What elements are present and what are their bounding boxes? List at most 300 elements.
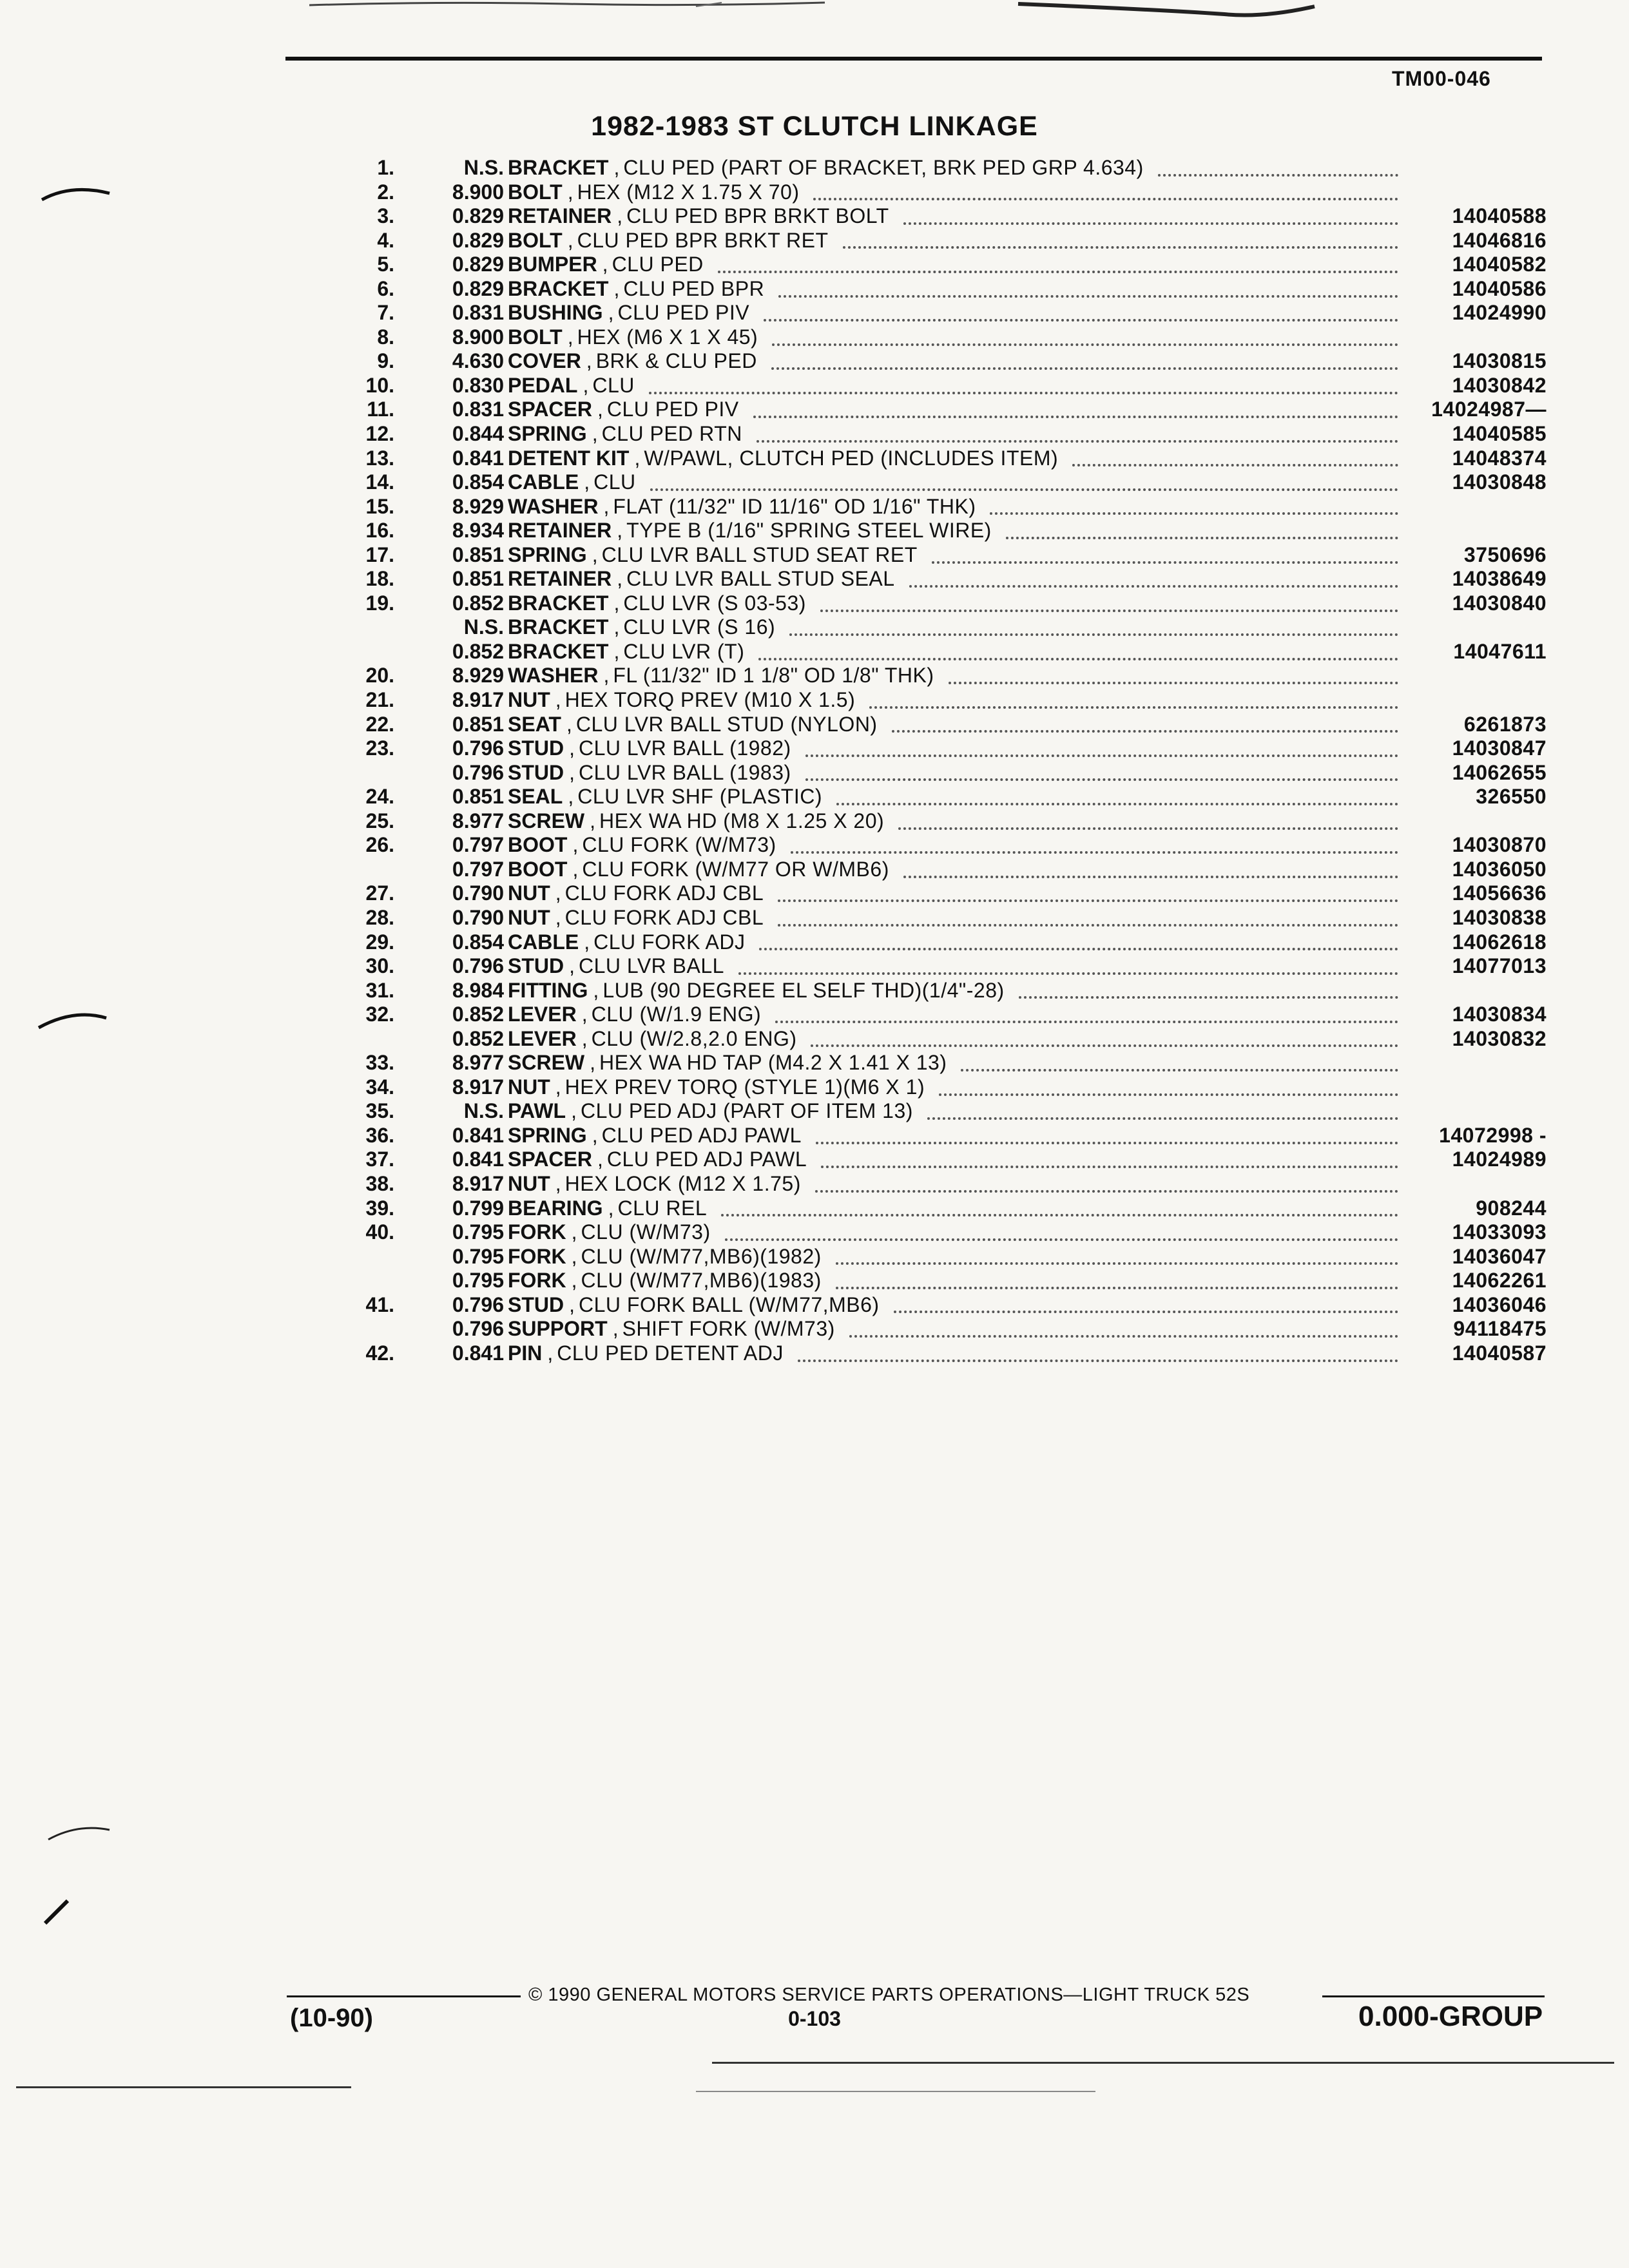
part-description <box>508 495 1398 519</box>
item-number: 12. <box>365 422 394 446</box>
part-detail: CLU FORK BALL (W/M77,MB6) <box>579 1293 880 1316</box>
item-number: 36. <box>365 1123 394 1147</box>
separator: , <box>613 615 620 639</box>
part-number: 14062655 <box>1452 760 1547 784</box>
part-row <box>322 204 1559 229</box>
item-number: 7. <box>377 301 394 325</box>
part-detail: CLU LVR (T) <box>623 639 745 663</box>
part-number: 14040582 <box>1452 253 1547 276</box>
part-row <box>322 1003 1559 1027</box>
separator: , <box>597 398 603 421</box>
dot-leader <box>894 1305 1398 1313</box>
dot-leader <box>805 773 1398 781</box>
dot-leader <box>1019 991 1398 999</box>
item-number: 30. <box>365 954 394 978</box>
separator: , <box>569 1293 575 1316</box>
group-number: 0.829 <box>452 276 504 300</box>
item-number: 4. <box>377 228 394 252</box>
separator: , <box>617 204 623 228</box>
part-detail: HEX LOCK (M12 X 1.75) <box>564 1171 801 1195</box>
separator: , <box>592 422 598 446</box>
item-number: 23. <box>365 736 394 760</box>
part-number: 14030832 <box>1452 1026 1547 1050</box>
margin-mark <box>39 180 116 213</box>
item-number: 32. <box>365 1003 394 1026</box>
group-number: 8.929 <box>452 664 504 687</box>
part-number: 94118475 <box>1453 1317 1547 1341</box>
item-number: 6. <box>377 276 394 300</box>
separator: , <box>567 180 574 204</box>
part-name: CABLE <box>508 470 579 494</box>
part-description <box>508 688 1398 713</box>
item-number: 1. <box>377 156 394 179</box>
dot-leader <box>725 1233 1398 1241</box>
part-name: SCREW <box>508 1051 585 1075</box>
item-number: 14. <box>365 470 394 494</box>
part-detail: CLU LVR (S 16) <box>623 615 776 639</box>
group-number: 0.829 <box>452 228 504 252</box>
dot-leader <box>961 1064 1398 1072</box>
part-description <box>508 543 1398 568</box>
group-number: 8.929 <box>452 494 504 518</box>
part-name: LEVER <box>508 1003 577 1026</box>
part-description <box>508 761 1398 785</box>
separator: , <box>603 494 610 518</box>
group-number: 8.977 <box>452 1051 504 1075</box>
separator: , <box>593 978 599 1002</box>
part-name: WASHER <box>508 494 599 518</box>
part-detail: CLU FORK ADJ <box>593 930 746 954</box>
part-detail: LUB (90 DEGREE EL SELF THD)(1/4"-28) <box>602 978 1005 1002</box>
item-number: 21. <box>365 688 394 712</box>
separator: , <box>584 470 590 494</box>
item-number: 17. <box>365 543 394 566</box>
separator: , <box>613 276 620 300</box>
part-name: FORK <box>508 1220 566 1244</box>
part-description <box>508 809 1398 834</box>
item-number: 25. <box>365 809 394 832</box>
part-row <box>322 1172 1559 1196</box>
group-number: 0.797 <box>452 857 504 881</box>
part-number: 6261873 <box>1463 712 1547 736</box>
copyright-notice: © 1990 GENERAL MOTORS SERVICE PARTS OPERATIONS—LIGHT TRUCK 52S <box>528 1984 1250 2005</box>
group-number: 0.797 <box>452 833 504 857</box>
revision-date: (10-90) <box>290 2004 373 2032</box>
part-number: 14024987— <box>1431 398 1547 421</box>
group-number: 0.830 <box>452 373 504 397</box>
part-number: 14040585 <box>1452 422 1547 446</box>
part-row <box>322 1027 1559 1052</box>
part-row <box>322 930 1559 955</box>
part-detail: CLU PED BPR <box>623 276 765 300</box>
dot-leader <box>759 943 1398 950</box>
part-name: LEVER <box>508 1026 577 1050</box>
dot-leader <box>778 290 1398 298</box>
group-number: 0.829 <box>452 204 504 228</box>
separator: , <box>597 1148 603 1171</box>
part-row <box>322 979 1559 1003</box>
parts-list <box>322 156 1559 1365</box>
part-detail: CLU LVR BALL STUD SEAL <box>626 567 895 591</box>
dot-leader <box>849 1330 1398 1338</box>
group-number: 0.829 <box>452 253 504 276</box>
dot-leader <box>721 1209 1398 1216</box>
dot-leader <box>939 1088 1398 1096</box>
part-description <box>508 398 1398 422</box>
part-detail: CLU PED ADJ PAWL <box>606 1148 807 1171</box>
part-number: 14046816 <box>1452 228 1547 252</box>
part-number: 908244 <box>1476 1196 1547 1220</box>
group-number: 4.630 <box>452 349 504 373</box>
part-name: BRACKET <box>508 156 609 179</box>
part-name: SPRING <box>508 543 587 566</box>
part-detail: SHIFT FORK (W/M73) <box>622 1317 835 1341</box>
item-number: 34. <box>365 1075 394 1099</box>
group-number: 0.841 <box>452 446 504 470</box>
separator: , <box>613 156 620 179</box>
part-name: PAWL <box>508 1099 566 1123</box>
part-row <box>322 591 1559 616</box>
part-detail: CLU LVR BALL STUD SEAT RET <box>601 543 918 566</box>
item-number: 5. <box>377 253 394 276</box>
part-description <box>508 422 1398 447</box>
group-number: 0.852 <box>452 591 504 615</box>
part-description <box>508 1245 1398 1269</box>
part-detail: CLU LVR SHF (PLASTIC) <box>577 785 822 809</box>
part-description <box>508 1172 1398 1196</box>
dot-leader <box>990 507 1398 515</box>
part-row <box>322 398 1559 422</box>
dot-leader <box>836 1282 1398 1289</box>
part-detail: CLU LVR BALL STUD (NYLON) <box>575 712 878 736</box>
dot-leader <box>927 1112 1398 1120</box>
part-name: RETAINER <box>508 204 612 228</box>
dot-leader <box>778 894 1398 902</box>
footer-rule-right <box>1322 1995 1545 1997</box>
part-name: SUPPORT <box>508 1317 608 1341</box>
part-number: 14062261 <box>1452 1269 1547 1293</box>
part-row <box>322 229 1559 253</box>
part-description <box>508 954 1398 979</box>
part-description <box>508 1220 1398 1245</box>
part-detail: CLU LVR BALL <box>579 954 724 978</box>
dot-leader <box>813 193 1398 200</box>
part-detail: HEX WA HD (M8 X 1.25 X 20) <box>599 809 885 832</box>
part-row <box>322 640 1559 664</box>
item-number: 41. <box>365 1293 394 1316</box>
part-name: SPRING <box>508 422 587 446</box>
bottom-edge-rule <box>16 2086 351 2088</box>
dot-leader <box>811 1039 1398 1047</box>
item-number: 31. <box>365 978 394 1002</box>
group-number: 0.796 <box>452 736 504 760</box>
part-description <box>508 664 1398 688</box>
group-number: 0.790 <box>452 881 504 905</box>
part-row <box>322 833 1559 858</box>
separator: , <box>586 349 592 373</box>
part-detail: CLU (W/2.8,2.0 ENG) <box>591 1026 797 1050</box>
separator: , <box>590 809 595 832</box>
part-number: 14030840 <box>1452 591 1547 615</box>
part-detail: CLU PED <box>612 253 704 276</box>
part-name: RETAINER <box>508 519 612 543</box>
group-number: 0.851 <box>452 543 504 566</box>
separator: , <box>555 905 561 929</box>
part-name: BRACKET <box>508 639 609 663</box>
part-row <box>322 253 1559 277</box>
separator: , <box>602 253 608 276</box>
part-description <box>508 301 1398 325</box>
part-row <box>322 349 1559 374</box>
item-number: 15. <box>365 494 394 518</box>
separator: , <box>590 1051 595 1075</box>
part-number: 14062618 <box>1452 930 1547 954</box>
separator: , <box>572 857 579 881</box>
bottom-edge-rule <box>696 2091 1095 2092</box>
part-row <box>322 785 1559 809</box>
part-name: FITTING <box>508 978 588 1002</box>
dot-leader <box>649 387 1398 394</box>
part-detail: BRK & CLU PED <box>595 349 757 373</box>
part-detail: CLU PED (PART OF BRACKET, BRK PED GRP 4.634) <box>623 156 1144 179</box>
group-number: 8.934 <box>452 519 504 543</box>
item-number: 38. <box>365 1171 394 1195</box>
part-row <box>322 325 1559 350</box>
part-description <box>508 277 1398 302</box>
separator: , <box>555 1171 561 1195</box>
part-number: 14030838 <box>1452 905 1547 929</box>
item-number: 8. <box>377 325 394 349</box>
group-number: 0.841 <box>452 1148 504 1171</box>
part-detail: CLU PED DETENT ADJ <box>557 1341 784 1365</box>
part-name: BOLT <box>508 325 563 349</box>
dot-leader <box>821 1160 1398 1168</box>
part-number: 14036046 <box>1452 1293 1547 1316</box>
separator: , <box>567 228 574 252</box>
part-name: FORK <box>508 1269 566 1293</box>
margin-mark <box>45 1817 116 1849</box>
part-number: 14047611 <box>1453 639 1547 663</box>
dot-leader <box>772 338 1398 346</box>
group-number: 8.977 <box>452 809 504 832</box>
part-description <box>508 447 1398 471</box>
dot-leader <box>771 362 1398 370</box>
item-number: 39. <box>365 1196 394 1220</box>
part-number: 14038649 <box>1452 567 1547 591</box>
dot-leader <box>789 628 1398 636</box>
dot-leader <box>798 1354 1398 1362</box>
group-number: 0.796 <box>452 954 504 978</box>
item-number: 33. <box>365 1051 394 1075</box>
part-name: NUT <box>508 1075 550 1099</box>
margin-mark <box>39 1891 77 1930</box>
part-detail: CLU LVR BALL (1983) <box>579 760 791 784</box>
part-name: STUD <box>508 1293 564 1316</box>
separator: , <box>583 373 589 397</box>
part-description <box>508 470 1398 495</box>
separator: , <box>592 1123 598 1147</box>
part-detail: CLU REL <box>617 1196 708 1220</box>
part-description <box>508 906 1398 930</box>
part-description <box>508 591 1398 616</box>
group-number: N.S. <box>463 156 504 179</box>
group-number: 0.795 <box>452 1269 504 1293</box>
document-code: TM00-046 <box>1392 67 1491 90</box>
group-number: 8.917 <box>452 1075 504 1099</box>
dot-leader <box>778 919 1398 927</box>
part-name: BEARING <box>508 1196 603 1220</box>
separator: , <box>617 567 623 591</box>
item-number: 26. <box>365 833 394 857</box>
group-number: 8.984 <box>452 978 504 1002</box>
group-number: N.S. <box>463 615 504 639</box>
part-detail: CLU FORK (W/M77 OR W/MB6) <box>582 857 889 881</box>
part-name: STUD <box>508 954 564 978</box>
group-number: 0.841 <box>452 1341 504 1365</box>
part-description <box>508 930 1398 955</box>
part-number: 14030815 <box>1452 349 1547 373</box>
part-row <box>322 906 1559 930</box>
part-row <box>322 422 1559 447</box>
part-description <box>508 229 1398 253</box>
page-title: 1982-1983 ST CLUTCH LINKAGE <box>591 111 1038 142</box>
item-number: 10. <box>365 373 394 397</box>
part-row <box>322 277 1559 302</box>
part-number: 14024989 <box>1452 1148 1547 1171</box>
dot-leader <box>815 1185 1398 1193</box>
part-name: CABLE <box>508 930 579 954</box>
group-number: 0.852 <box>452 1003 504 1026</box>
part-row <box>322 713 1559 737</box>
part-name: COVER <box>508 349 581 373</box>
separator: , <box>569 736 575 760</box>
part-row <box>322 495 1559 519</box>
part-row <box>322 1051 1559 1075</box>
separator: , <box>571 1099 577 1123</box>
part-row <box>322 519 1559 543</box>
part-name: PIN <box>508 1341 543 1365</box>
separator: , <box>568 785 574 809</box>
part-number: 14056636 <box>1452 881 1547 905</box>
part-row <box>322 447 1559 471</box>
item-number: 2. <box>377 180 394 204</box>
part-number: 14040586 <box>1452 276 1547 300</box>
part-row <box>322 1124 1559 1148</box>
group-number: 0.854 <box>452 930 504 954</box>
dot-leader <box>892 725 1398 733</box>
part-row <box>322 1196 1559 1221</box>
group-number: 0.844 <box>452 422 504 446</box>
part-number: 14030847 <box>1452 736 1547 760</box>
part-row <box>322 567 1559 591</box>
part-name: WASHER <box>508 664 599 687</box>
group-number: N.S. <box>463 1099 504 1123</box>
part-row <box>322 1269 1559 1293</box>
part-number: 14036047 <box>1452 1244 1547 1268</box>
part-description <box>508 1027 1398 1052</box>
separator: , <box>617 519 623 543</box>
part-name: DETENT KIT <box>508 446 630 470</box>
separator: , <box>566 712 572 736</box>
part-description <box>508 567 1398 591</box>
part-row <box>322 858 1559 882</box>
dot-leader <box>650 483 1398 491</box>
part-row <box>322 1075 1559 1100</box>
part-number: 14077013 <box>1452 954 1547 978</box>
part-row <box>322 736 1559 761</box>
part-description <box>508 1269 1398 1293</box>
part-detail: CLU (W/M73) <box>581 1220 711 1244</box>
group-number: 8.917 <box>452 688 504 712</box>
footer-rule-left <box>287 1995 521 1997</box>
part-description <box>508 1196 1398 1221</box>
part-detail: CLU PED BPR BRKT BOLT <box>626 204 889 228</box>
separator: , <box>592 543 598 566</box>
part-detail: CLU PED ADJ PAWL <box>601 1123 802 1147</box>
part-name: BOOT <box>508 857 568 881</box>
separator: , <box>567 325 574 349</box>
part-detail: TYPE B (1/16" SPRING STEEL WIRE) <box>626 519 992 543</box>
part-description <box>508 833 1398 858</box>
item-number: 13. <box>365 446 394 470</box>
part-name: SPACER <box>508 398 592 421</box>
part-description <box>508 785 1398 809</box>
part-description <box>508 374 1398 398</box>
dot-leader <box>909 580 1398 588</box>
item-number: 9. <box>377 349 394 373</box>
part-number: 14048374 <box>1452 446 1547 470</box>
separator: , <box>569 760 575 784</box>
part-name: NUT <box>508 1171 550 1195</box>
part-row <box>322 615 1559 640</box>
dot-leader <box>764 314 1398 322</box>
part-detail: CLU (W/M77,MB6)(1982) <box>581 1244 822 1268</box>
part-name: BRACKET <box>508 276 609 300</box>
part-row <box>322 1220 1559 1245</box>
part-description <box>508 1341 1398 1366</box>
dot-leader <box>869 701 1398 709</box>
separator: , <box>547 1341 554 1365</box>
part-row <box>322 954 1559 979</box>
separator: , <box>603 664 610 687</box>
part-name: NUT <box>508 881 550 905</box>
separator: , <box>571 1244 577 1268</box>
part-detail: HEX PREV TORQ (STYLE 1)(M6 X 1) <box>564 1075 925 1099</box>
part-name: SPRING <box>508 1123 587 1147</box>
group-number: 0.851 <box>452 567 504 591</box>
item-number: 18. <box>365 567 394 591</box>
part-name: FORK <box>508 1244 566 1268</box>
dot-leader <box>949 677 1398 684</box>
part-number: 14033093 <box>1452 1220 1547 1244</box>
part-description <box>508 615 1398 640</box>
part-description <box>508 325 1398 350</box>
part-name: SPACER <box>508 1148 592 1171</box>
item-number: 20. <box>365 664 394 687</box>
part-row <box>322 881 1559 906</box>
page-number: 0-103 <box>788 2007 841 2030</box>
part-detail: CLU <box>592 373 635 397</box>
dot-leader <box>1072 459 1398 466</box>
group-code: 0.000-GROUP <box>1358 2001 1543 2032</box>
part-row <box>322 1148 1559 1172</box>
dot-leader <box>898 822 1398 830</box>
part-description <box>508 156 1398 180</box>
part-row <box>322 156 1559 180</box>
group-number: 0.799 <box>452 1196 504 1220</box>
part-name: BOLT <box>508 180 563 204</box>
part-row <box>322 809 1559 834</box>
